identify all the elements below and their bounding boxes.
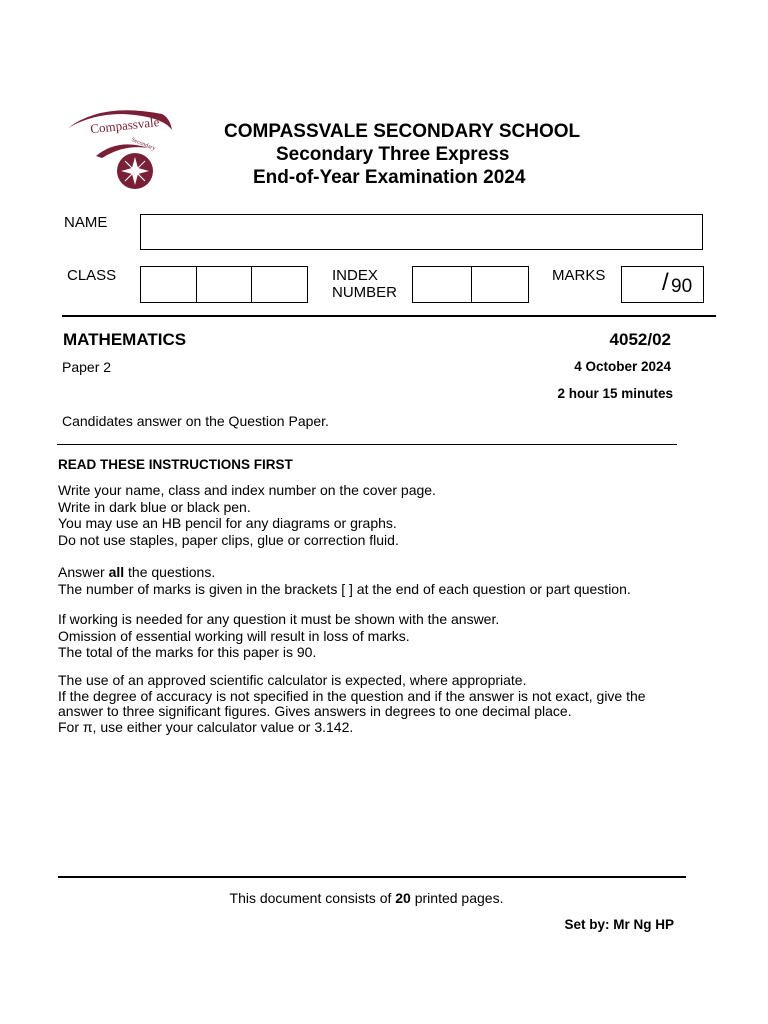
name-field[interactable] <box>140 214 703 250</box>
subject-title: MATHEMATICS <box>63 330 187 349</box>
instruction-line: Omission of essential working will result in loss of marks. <box>58 627 410 644</box>
marks-field[interactable] <box>621 266 704 303</box>
exam-duration: 2 hour 15 minutes <box>557 386 673 401</box>
instruction-text: Answer <box>58 564 109 580</box>
marks-total: 90 <box>671 276 693 297</box>
paper-code: 4052/02 <box>609 330 671 349</box>
instruction-line: For π, use either your calculator value or 3.142. <box>58 718 354 735</box>
index-label <box>332 267 397 301</box>
instruction-line: answer to three significant figures. Gives answers in degrees to one decimal place. <box>58 703 572 719</box>
page-count-note <box>0 890 733 906</box>
set-by: Set by: Mr Ng HP <box>564 917 674 932</box>
candidates-note: Candidates answer on the Question Paper. <box>62 413 329 429</box>
instruction-emphasis: all <box>108 564 125 580</box>
index-number-field[interactable] <box>412 266 529 303</box>
school-name: COMPASSVALE SECONDARY SCHOOL <box>224 121 581 142</box>
logo-subtext: Secondary <box>130 137 157 153</box>
paper-number: Paper 2 <box>62 359 112 375</box>
footer-divider <box>58 876 686 878</box>
page-count-text: printed pages. <box>410 890 504 906</box>
page-count-text: This document consists of <box>229 890 396 906</box>
instruction-line: If the degree of accuracy is not specified in the question and if the answer is not exact, give the <box>58 687 646 704</box>
instructions-group-1 <box>58 482 436 548</box>
exam-level: Secondary Three Express <box>276 144 510 165</box>
form-divider <box>62 315 716 317</box>
instruction-line: The total of the marks for this paper is 90. <box>58 644 317 660</box>
logo-text: Compassvale <box>89 114 161 137</box>
exam-title: End-of-Year Examination 2024 <box>253 167 526 188</box>
instruction-line: You may use an HB pencil for any diagrams or graphs. <box>58 515 397 531</box>
instruction-line: Write in dark blue or black pen. <box>58 498 251 515</box>
page-count-number: 20 <box>395 890 411 906</box>
instruction-line: Do not use staples, paper clips, glue or correction fluid. <box>58 531 399 548</box>
class-label: CLASS <box>67 267 117 284</box>
index-box-divider <box>471 267 472 302</box>
exam-date: 4 October 2024 <box>574 359 671 374</box>
index-label-line1: INDEX <box>332 267 378 284</box>
instruction-text: the questions. <box>124 564 216 580</box>
instructions-group-2 <box>58 564 631 597</box>
index-label-line2: NUMBER <box>332 284 398 301</box>
class-box-divider <box>196 267 197 302</box>
instructions-heading: READ THESE INSTRUCTIONS FIRST <box>58 457 293 472</box>
details-divider <box>57 444 677 445</box>
class-box-divider <box>251 267 252 302</box>
name-label: NAME <box>64 214 108 231</box>
school-logo <box>62 104 182 196</box>
instruction-line: If working is needed for any question it must be shown with the answer. <box>58 611 500 627</box>
instruction-line: Write your name, class and index number on the cover page. <box>58 482 436 498</box>
marks-slash: / <box>662 269 669 296</box>
instruction-line <box>58 564 631 581</box>
instructions-group-3 <box>58 611 499 661</box>
instruction-line: The number of marks is given in the brackets [ ] at the end of each question or part question. <box>58 580 631 597</box>
marks-label: MARKS <box>552 267 606 284</box>
instruction-line: The use of an approved scientific calculator is expected, where appropriate. <box>58 672 527 688</box>
class-field[interactable] <box>140 266 308 303</box>
instructions-group-4 <box>58 673 646 735</box>
